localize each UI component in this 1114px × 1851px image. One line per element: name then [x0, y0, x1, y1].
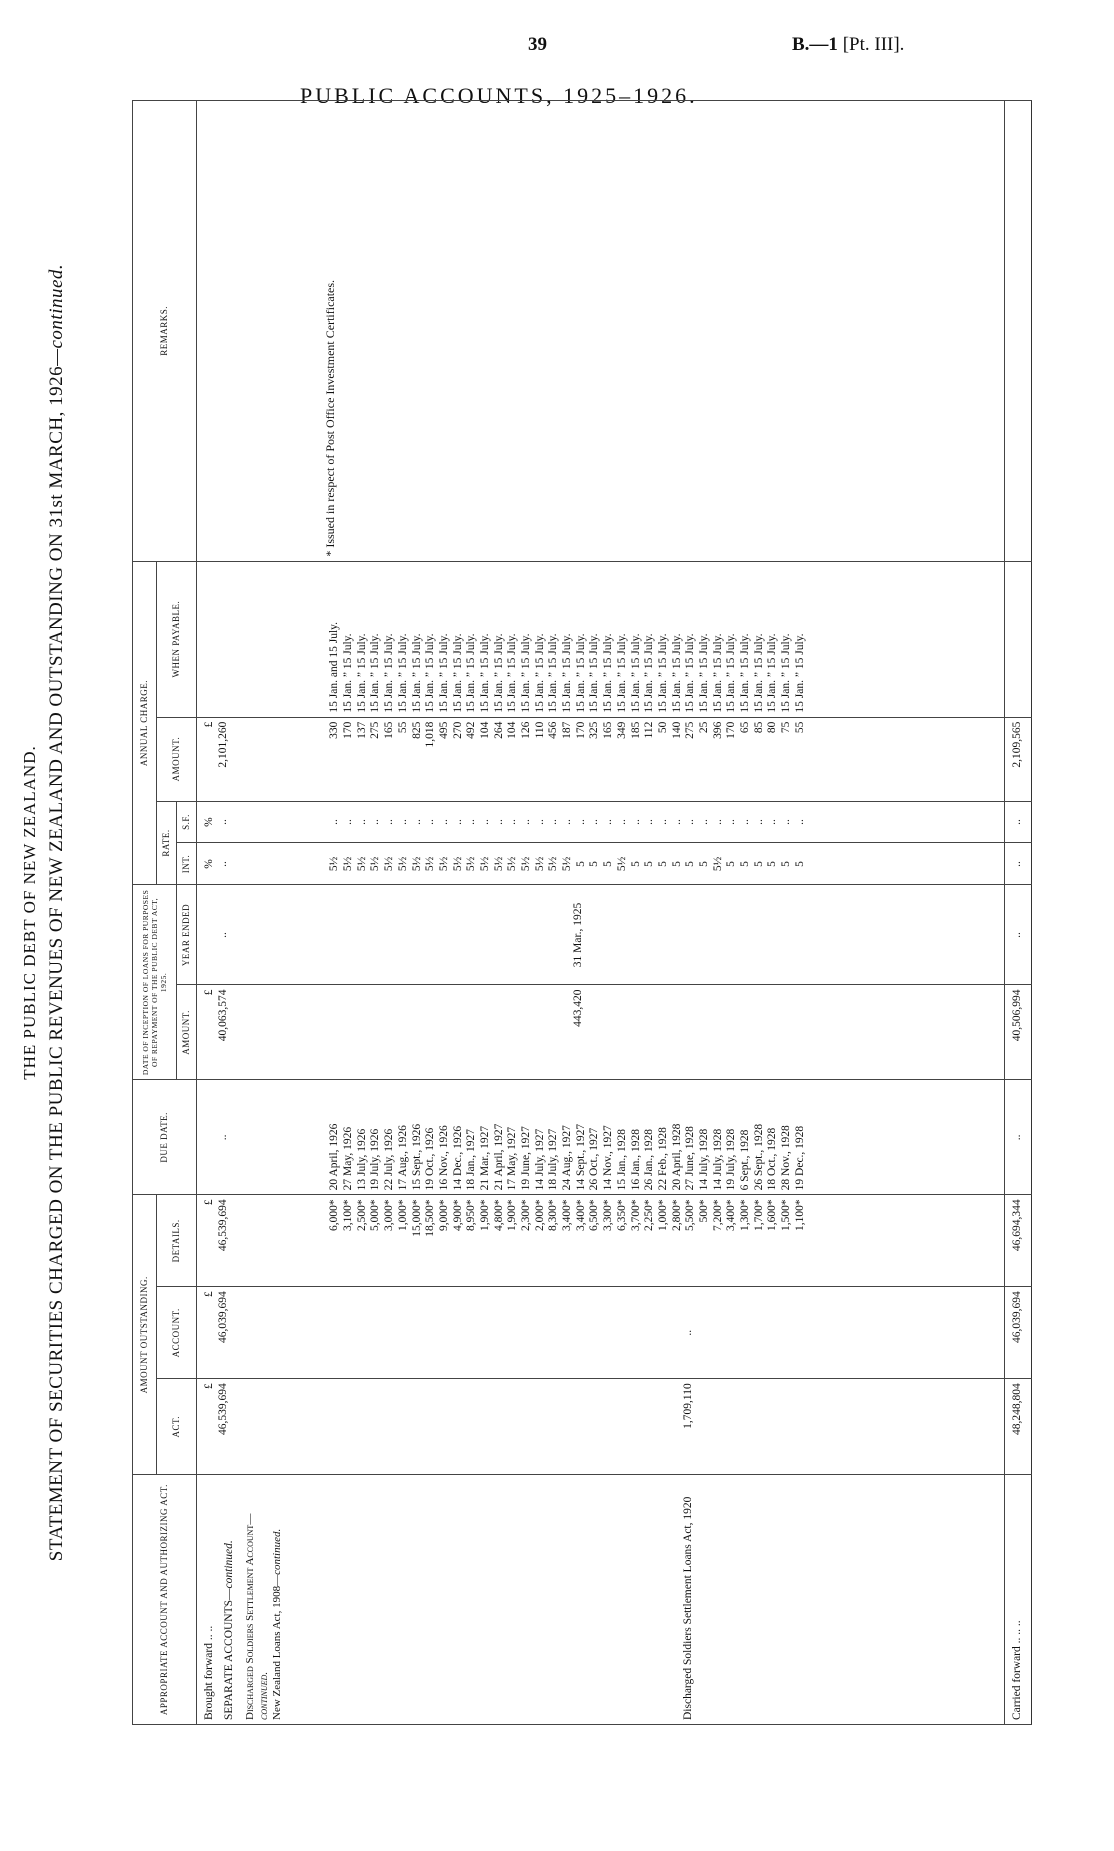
bf-sf: % .. [197, 801, 323, 843]
col-remarks: REMARKS. [133, 101, 197, 562]
row-details: 3,400* [561, 1199, 574, 1231]
row-details: 1,000* [656, 1199, 669, 1231]
row-when: 15 Jan. ” 15 July. [369, 633, 382, 713]
row-sf: .. [793, 819, 806, 825]
row-when: 15 Jan. ” 15 July. [793, 633, 806, 713]
row-due: 22 Feb., 1928 [656, 1127, 669, 1191]
row-int: 5 [588, 861, 601, 867]
row-sf: .. [602, 819, 615, 825]
row-sf: .. [369, 819, 382, 825]
discharged-soldiers-heading: Discharged Soldiers Settlement Account— continued. [244, 1513, 270, 1720]
row-due: 27 May, 1926 [342, 1126, 355, 1191]
row-sf: .. [533, 819, 546, 825]
when-payable-list [322, 561, 1004, 717]
cf-inc-year: .. [1005, 885, 1032, 985]
row-due: 16 Nov., 1926 [437, 1125, 450, 1191]
row-when: 15 Jan. ” 15 July. [643, 633, 656, 713]
row-due: 19 July, 1928 [725, 1128, 738, 1191]
row-due: 13 July, 1926 [355, 1128, 368, 1191]
row-when: 15 Jan. ” 15 July. [355, 633, 368, 713]
bf-account: £ 46,039,694 [197, 1287, 323, 1379]
row-int: 5½ [328, 856, 341, 872]
row-int: 5½ [492, 856, 505, 872]
row-details: 3,400* [574, 1199, 587, 1231]
row-amount: 187 [561, 721, 574, 739]
row-sf: .. [383, 819, 396, 825]
row-details: 5,000* [369, 1199, 382, 1231]
row-sf: .. [643, 819, 656, 825]
row-details: 6,500* [588, 1199, 601, 1231]
row-sf: .. [656, 819, 669, 825]
row-int: 5½ [396, 856, 409, 872]
row-amount: 55 [793, 721, 806, 734]
row-when: 15 Jan. ” 15 July. [478, 633, 491, 713]
row-details: 1,300* [739, 1199, 752, 1231]
act-1920-inc-amount: 443,420 [322, 985, 1004, 1080]
cf-due: .. [1005, 1080, 1032, 1195]
row-amount: 456 [547, 721, 560, 739]
row-sf: .. [780, 819, 793, 825]
row-due: 16 Jan., 1928 [629, 1129, 642, 1191]
row-int: 5 [766, 861, 779, 867]
row-amount: 264 [492, 721, 505, 739]
col-int: INT. [177, 843, 197, 885]
row-amount: 104 [478, 721, 491, 739]
col-rate: RATE. [157, 801, 177, 885]
row-amount: 25 [697, 721, 710, 734]
row-when: 15 Jan. ” 15 July. [396, 633, 409, 713]
row-details: 6,000* [328, 1199, 341, 1231]
row-int: 5 [780, 861, 793, 867]
row-int: 5½ [451, 856, 464, 872]
row-due: 14 Sept., 1927 [574, 1123, 587, 1191]
row-sf: .. [684, 819, 697, 825]
col-appropriate: APPROPRIATE ACCOUNT AND AUTHORIZING ACT. [133, 1475, 197, 1725]
row-due: 14 July, 1927 [533, 1128, 546, 1191]
row-details: 1,900* [506, 1199, 519, 1231]
row-sf: .. [697, 819, 710, 825]
row-sf: .. [465, 819, 478, 825]
row-details: 1,500* [780, 1199, 793, 1231]
row-amount: 137 [355, 721, 368, 739]
row-details: 2,500* [355, 1199, 368, 1231]
row-details: 2,250* [643, 1199, 656, 1231]
row-sf: .. [506, 819, 519, 825]
row-int: 5 [629, 861, 642, 867]
row-sf: .. [711, 819, 724, 825]
col-when-payable: WHEN PAYABLE. [157, 561, 197, 717]
row-when: 15 Jan. ” 15 July. [383, 633, 396, 713]
row-when: 15 Jan. ” 15 July. [780, 633, 793, 713]
act-1920-row [322, 101, 1004, 1725]
row-when: 15 Jan. ” 15 July. [424, 633, 437, 713]
row-amount: 126 [520, 721, 533, 739]
sub-title-continued: —continued. [46, 263, 67, 366]
row-amount: 104 [506, 721, 519, 739]
sf-list [322, 801, 1004, 843]
ref-main: B.—1 [792, 34, 838, 55]
bf-inc-year: .. [197, 885, 323, 985]
row-details: 3,700* [629, 1199, 642, 1231]
row-amount: 112 [643, 721, 656, 739]
row-when: 15 Jan. ” 15 July. [752, 633, 765, 713]
row-amount: 170 [574, 721, 587, 739]
row-due: 26 Jan., 1928 [643, 1129, 656, 1191]
row-when: 15 Jan. ” 15 July. [629, 633, 642, 713]
row-amount: 85 [752, 721, 765, 734]
row-sf: .. [588, 819, 601, 825]
bf-due: .. [197, 1080, 323, 1195]
row-sf: .. [547, 819, 560, 825]
col-act: ACT. [157, 1379, 197, 1475]
row-due: 21 April, 1927 [492, 1123, 505, 1191]
row-due: 14 Nov., 1927 [602, 1125, 615, 1191]
page-number: 39 [528, 34, 547, 55]
row-details: 500* [697, 1199, 710, 1223]
row-due: 15 Jan., 1928 [615, 1129, 628, 1191]
col-charge-amount: AMOUNT. [157, 717, 197, 801]
brought-forward-row [197, 101, 323, 1725]
row-due: 27 June, 1928 [684, 1126, 697, 1191]
row-int: 5½ [465, 856, 478, 872]
main-title: THE PUBLIC DEBT OF NEW ZEALAND. [20, 745, 39, 1080]
row-when: 15 Jan. ” 15 July. [725, 633, 738, 713]
row-when: 15 Jan. ” 15 July. [739, 633, 752, 713]
row-sf: .. [328, 819, 341, 825]
row-amount: 50 [656, 721, 669, 734]
row-details: 1,700* [752, 1199, 765, 1231]
bf-details: £ 46,539,694 [197, 1195, 323, 1287]
row-due: 26 Oct., 1927 [588, 1127, 601, 1191]
row-amount: 55 [396, 721, 409, 734]
bf-int: % .. [197, 843, 323, 885]
cf-details: 46,694,344 [1005, 1195, 1032, 1287]
row-amount: 75 [780, 721, 793, 734]
row-details: 7,200* [711, 1199, 724, 1231]
cf-act: 48,248,804 [1005, 1379, 1032, 1475]
col-inc-year: YEAR ENDED [177, 885, 197, 985]
row-int: 5 [739, 861, 752, 867]
col-amount-outstanding: AMOUNT OUTSTANDING. [133, 1195, 157, 1475]
row-due: 19 July, 1926 [369, 1128, 382, 1191]
row-int: 5 [684, 861, 697, 867]
bf-act: £ 46,539,694 [197, 1379, 323, 1475]
row-sf: .. [451, 819, 464, 825]
row-when: 15 Jan. and 15 July. [328, 621, 341, 713]
row-amount: 1,018 [424, 721, 437, 748]
row-when: 15 Jan. ” 15 July. [492, 633, 505, 713]
row-when: 15 Jan. ” 15 July. [451, 633, 464, 713]
col-details: DETAILS. [157, 1195, 197, 1287]
row-details: 15,000* [410, 1199, 423, 1237]
charge-amount-list [322, 717, 1004, 801]
row-details: 2,000* [533, 1199, 546, 1231]
sub-title-main: STATEMENT OF SECURITIES CHARGED ON THE PUBLIC REVENUES OF NEW ZEALAND AND OUTSTANDING ON [46, 532, 67, 1562]
col-inception: DATE OF INCEPTION OF LOANS FOR PURPOSES OF REPAYMENT OF THE PUBLIC DEBT ACT, 1925. [133, 885, 177, 1080]
row-when: 15 Jan. ” 15 July. [533, 633, 546, 713]
row-sf: .. [629, 819, 642, 825]
act-1920-label: Discharged Soldiers Settlement Loans Act, 1920 [322, 1475, 1004, 1725]
row-due: 21 Mar., 1927 [478, 1125, 491, 1191]
separate-accounts-heading: SEPARATE ACCOUNTS—continued. [222, 1540, 235, 1720]
row-details: 1,100* [793, 1199, 806, 1231]
row-int: 5 [752, 861, 765, 867]
col-due-date: DUE DATE. [133, 1080, 197, 1195]
row-sf: .. [437, 819, 450, 825]
brought-forward-label: Brought forward .. .. [203, 1625, 215, 1720]
row-amount: 170 [725, 721, 738, 739]
row-amount: 825 [410, 721, 423, 739]
col-sf: S.F. [177, 801, 197, 843]
col-annual-charge: ANNUAL CHARGE. [133, 561, 157, 885]
row-int: 5½ [424, 856, 437, 872]
row-sf: .. [739, 819, 752, 825]
row-when: 15 Jan. ” 15 July. [684, 633, 697, 713]
due-date-list [322, 1080, 1004, 1195]
row-details: 18,500* [424, 1199, 437, 1237]
row-sf: .. [355, 819, 368, 825]
row-sf: .. [342, 819, 355, 825]
row-sf: .. [396, 819, 409, 825]
row-when: 15 Jan. ” 15 July. [547, 633, 560, 713]
row-sf: .. [725, 819, 738, 825]
sub-title-date: 31st MARCH, 1926 [46, 365, 67, 528]
row-int: 5 [725, 861, 738, 867]
row-when: 15 Jan. ” 15 July. [561, 633, 574, 713]
row-amount: 495 [437, 721, 450, 739]
row-due: 14 July, 1928 [697, 1128, 710, 1191]
cf-label: Carried forward .. .. .. [1005, 1475, 1032, 1725]
row-details: 2,800* [670, 1199, 683, 1231]
row-when: 15 Jan. ” 15 July. [574, 633, 587, 713]
row-due: 17 May, 1927 [506, 1126, 519, 1191]
cf-sf: .. [1005, 801, 1032, 843]
row-int: 5½ [478, 856, 491, 872]
details-list [322, 1195, 1004, 1287]
row-when: 15 Jan. ” 15 July. [410, 633, 423, 713]
row-int: 5½ [615, 856, 628, 872]
row-details: 3,000* [383, 1199, 396, 1231]
row-when: 15 Jan. ” 15 July. [342, 633, 355, 713]
row-sf: .. [766, 819, 779, 825]
row-details: 1,000* [396, 1199, 409, 1231]
row-when: 15 Jan. ” 15 July. [615, 633, 628, 713]
row-details: 3,300* [602, 1199, 615, 1231]
row-when: 15 Jan. ” 15 July. [506, 633, 519, 713]
row-due: 14 July, 1928 [711, 1128, 724, 1191]
row-int: 5 [656, 861, 669, 867]
row-amount: 492 [465, 721, 478, 739]
row-details: 6,350* [615, 1199, 628, 1231]
cf-account: 46,039,694 [1005, 1287, 1032, 1379]
row-sf: .. [574, 819, 587, 825]
page-title: PUBLIC ACCOUNTS, 1925–1926. [300, 83, 698, 108]
row-when: 15 Jan. ” 15 July. [588, 633, 601, 713]
act-1920-act: 1,709,110 [322, 1379, 1004, 1475]
remarks-note: * Issued in respect of Post Office Investment Certificates. [322, 101, 1004, 562]
row-int: 5½ [355, 856, 368, 872]
row-amount: 170 [342, 721, 355, 739]
cf-inc-amount: 40,506,994 [1005, 985, 1032, 1080]
row-amount: 110 [533, 721, 546, 739]
row-due: 22 July, 1926 [383, 1128, 396, 1191]
row-when: 15 Jan. ” 15 July. [465, 633, 478, 713]
row-details: 2,300* [520, 1199, 533, 1231]
carried-forward-row [1005, 101, 1032, 1725]
col-account: ACCOUNT. [157, 1287, 197, 1379]
row-int: 5½ [369, 856, 382, 872]
row-int: 5 [793, 861, 806, 867]
row-details: 3,100* [342, 1199, 355, 1231]
row-due: 6 Sept., 1928 [739, 1129, 752, 1191]
row-amount: 325 [588, 721, 601, 739]
row-amount: 185 [629, 721, 642, 739]
row-details: 1,600* [766, 1199, 779, 1231]
row-due: 26 Sept., 1928 [752, 1123, 765, 1191]
row-due: 17 Aug., 1926 [396, 1125, 409, 1191]
row-amount: 65 [739, 721, 752, 734]
row-int: 5½ [437, 856, 450, 872]
row-due: 18 Jan., 1927 [465, 1129, 478, 1191]
row-amount: 165 [602, 721, 615, 739]
row-amount: 275 [684, 721, 697, 739]
row-due: 18 July, 1927 [547, 1128, 560, 1191]
row-sf: .. [492, 819, 505, 825]
row-sf: .. [478, 819, 491, 825]
row-int: 5½ [533, 856, 546, 872]
act-1920-inc-year: 31 Mar., 1925 [322, 885, 1004, 985]
row-due: 28 Nov., 1928 [780, 1125, 793, 1191]
document-reference [792, 34, 904, 56]
row-int: 5½ [561, 856, 574, 872]
row-int: 5 [643, 861, 656, 867]
row-due: 24 Aug., 1927 [561, 1125, 574, 1191]
row-when: 15 Jan. ” 15 July. [437, 633, 450, 713]
row-int: 5½ [383, 856, 396, 872]
row-sf: .. [561, 819, 574, 825]
row-sf: .. [520, 819, 533, 825]
row-int: 5 [574, 861, 587, 867]
row-sf: .. [670, 819, 683, 825]
row-int: 5 [697, 861, 710, 867]
row-when: 15 Jan. ” 15 July. [520, 633, 533, 713]
row-due: 15 Sept., 1926 [410, 1123, 423, 1191]
debt-table [132, 100, 1032, 1725]
ref-part: [Pt. III]. [842, 34, 905, 55]
row-int: 5½ [520, 856, 533, 872]
row-amount: 396 [711, 721, 724, 739]
row-details: 8,300* [547, 1199, 560, 1231]
sub-title [46, 100, 68, 1725]
row-int: 5 [602, 861, 615, 867]
row-when: 15 Jan. ” 15 July. [656, 633, 669, 713]
row-amount: 80 [766, 721, 779, 734]
row-details: 3,400* [725, 1199, 738, 1231]
row-details: 4,900* [451, 1199, 464, 1231]
row-amount: 165 [383, 721, 396, 739]
row-int: 5 [670, 861, 683, 867]
row-int: 5½ [547, 856, 560, 872]
row-int: 5½ [342, 856, 355, 872]
row-details: 5,500* [684, 1199, 697, 1231]
row-due: 19 Dec., 1928 [793, 1125, 806, 1191]
row-details: 9,000* [437, 1199, 450, 1231]
row-details: 1,900* [478, 1199, 491, 1231]
row-when: 15 Jan. ” 15 July. [602, 633, 615, 713]
row-amount: 140 [670, 721, 683, 739]
row-due: 20 April, 1928 [670, 1123, 683, 1191]
rotated-statement [20, 100, 1032, 1725]
cf-amount: 2,109,565 [1005, 717, 1032, 801]
row-int: 5½ [410, 856, 423, 872]
row-int: 5½ [711, 856, 724, 872]
row-due: 20 April, 1926 [328, 1123, 341, 1191]
bf-inc-amount: £ 40,063,574 [197, 985, 323, 1080]
row-when: 15 Jan. ” 15 July. [711, 633, 724, 713]
row-sf: .. [424, 819, 437, 825]
row-due: 14 Dec., 1926 [451, 1125, 464, 1191]
row-due: 18 Oct., 1928 [766, 1127, 779, 1191]
cf-int: .. [1005, 843, 1032, 885]
row-when: 15 Jan. ” 15 July. [766, 633, 779, 713]
row-sf: .. [410, 819, 423, 825]
row-int: 5½ [506, 856, 519, 872]
act-1908-heading: New Zealand Loans Act, 1908—continued. [271, 1528, 283, 1720]
act-1920-account: .. [322, 1287, 1004, 1379]
bf-amount: £ 2,101,260 [197, 717, 323, 801]
row-due: 19 June, 1927 [520, 1126, 533, 1191]
row-amount: 349 [615, 721, 628, 739]
row-amount: 275 [369, 721, 382, 739]
row-details: 8,950* [465, 1199, 478, 1231]
row-due: 19 Oct., 1926 [424, 1127, 437, 1191]
row-sf: .. [615, 819, 628, 825]
row-amount: 330 [328, 721, 341, 739]
row-amount: 270 [451, 721, 464, 739]
row-when: 15 Jan. ” 15 July. [697, 633, 710, 713]
row-details: 4,800* [492, 1199, 505, 1231]
row-when: 15 Jan. ” 15 July. [670, 633, 683, 713]
col-inc-amount: AMOUNT. [177, 985, 197, 1080]
row-sf: .. [752, 819, 765, 825]
int-list [322, 843, 1004, 885]
